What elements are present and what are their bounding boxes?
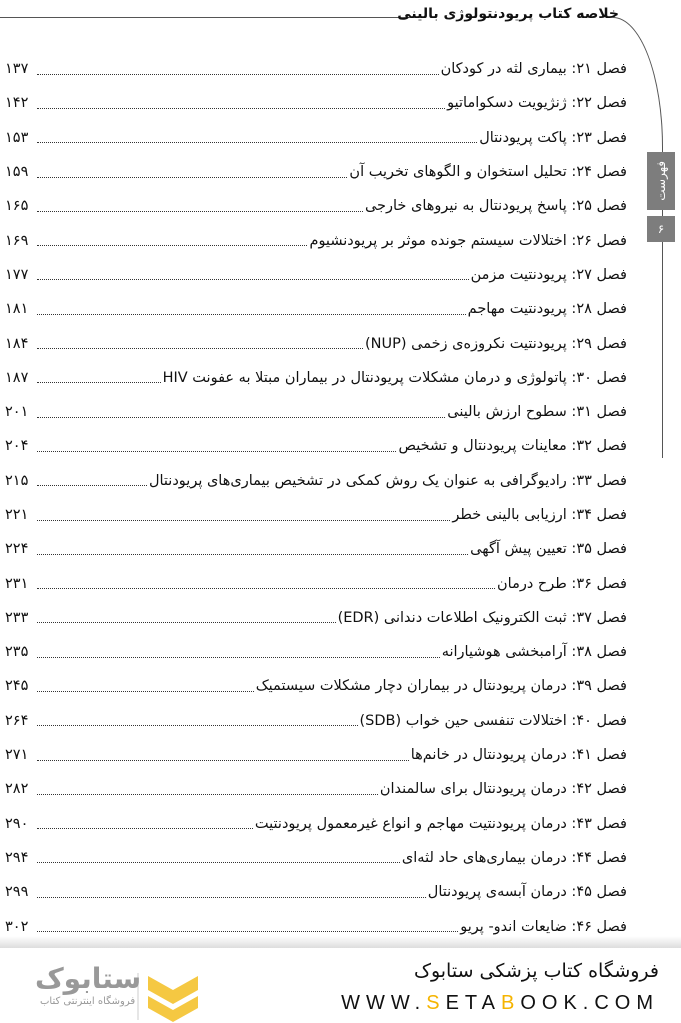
entry-title (149, 473, 627, 489)
entry-title-text: پریودنتیت مزمن (470, 266, 567, 283)
toc-entry[interactable] (5, 429, 627, 463)
entry-page: ۲۰۱ (5, 404, 29, 421)
dot-leader (37, 760, 409, 761)
table-of-contents (5, 52, 627, 944)
entry-title-text: پاتولوژی و درمان مشکلات پریودنتال در بیماران مبتلا به عفونت HIV (162, 369, 567, 386)
footer-banner (0, 948, 681, 1023)
entry-title-text: ضایعات اندو- پریو (460, 918, 567, 935)
url-accent-b: B (500, 992, 521, 1014)
entry-title-text: معاینات پریودنتال و تشخیص (398, 438, 567, 455)
entry-chapter: فصل ۲۹: (571, 335, 627, 352)
entry-title (365, 336, 627, 352)
entry-chapter: فصل ۲۱: (571, 61, 627, 78)
entry-page: ۳۰۲ (5, 918, 29, 935)
entry-page: ۲۳۱ (5, 575, 29, 592)
toc-entry[interactable] (5, 532, 627, 566)
toc-entry[interactable] (5, 704, 627, 738)
dot-leader (37, 725, 358, 726)
toc-entry[interactable] (5, 292, 627, 326)
dot-leader (37, 314, 466, 315)
toc-entry[interactable] (5, 223, 627, 257)
toc-entry[interactable] (5, 189, 627, 223)
entry-chapter: فصل ۴۰: (571, 712, 627, 729)
toc-entry[interactable] (5, 841, 627, 875)
entry-title (428, 884, 627, 900)
entry-page: ۱۸۷ (5, 369, 29, 386)
entry-title (479, 130, 627, 146)
entry-page: ۱۶۹ (5, 232, 29, 249)
entry-page: ۲۶۴ (5, 712, 29, 729)
toc-entry[interactable] (5, 875, 627, 909)
entry-page: ۱۶۵ (5, 198, 29, 215)
dot-leader (37, 520, 450, 521)
dot-leader (37, 348, 363, 349)
dot-leader (37, 657, 440, 658)
entry-chapter: فصل ۳۰: (571, 369, 627, 386)
logo-word: ستابوک (35, 962, 142, 995)
entry-title (460, 919, 627, 935)
entry-title-text: آرامبخشی هوشیارانه (441, 644, 567, 661)
entry-title (309, 233, 627, 249)
entry-chapter: فصل ۳۹: (571, 678, 627, 695)
dot-leader (37, 828, 253, 829)
toc-entry[interactable] (5, 361, 627, 395)
entry-chapter: فصل ۲۳: (571, 129, 627, 146)
entry-page: ۱۳۷ (5, 61, 29, 78)
page-number: ۶ (647, 216, 675, 242)
entry-chapter: فصل ۴۶: (571, 918, 627, 935)
entry-title-text: پریودنتیت مهاجم (467, 301, 567, 318)
entry-title (441, 61, 627, 77)
dot-leader (37, 691, 254, 692)
entry-title (470, 541, 627, 557)
entry-page: ۲۳۵ (5, 644, 29, 661)
toc-entry[interactable] (5, 566, 627, 600)
dot-leader (37, 897, 426, 898)
toc-entry[interactable] (5, 807, 627, 841)
shop-url[interactable] (341, 992, 659, 1015)
entry-title-text: تحلیل استخوان و الگوهای تخریب آن (349, 164, 567, 181)
shop-name: فروشگاه کتاب پزشکی ستابوک (413, 960, 659, 982)
entry-title-text: پاکت پریودنتال (479, 129, 567, 146)
url-prefix: WWW. (341, 992, 427, 1014)
entry-title-text: طرح درمان (497, 575, 567, 592)
entry-title-text: رادیوگرافی به عنوان یک روش کمکی در تشخیص بیماری‌های پریودنتال (148, 472, 567, 489)
entry-title-text: اختلالات تنفسی حین خواب (SDB) (359, 712, 567, 729)
toc-entry[interactable] (5, 395, 627, 429)
entry-chapter: فصل ۲۸: (571, 301, 627, 318)
toc-entry[interactable] (5, 258, 627, 292)
entry-chapter: فصل ۲۴: (571, 164, 627, 181)
entry-title-text: درمان آبسه‌ی پریودنتال (427, 884, 567, 901)
entry-chapter: فصل ۳۴: (571, 507, 627, 523)
entry-page: ۲۲۱ (5, 507, 29, 523)
toc-entry[interactable] (5, 772, 627, 806)
entry-title-text: پاسخ پریودنتال به نیروهای خارجی (364, 198, 567, 215)
entry-chapter: فصل ۲۵: (571, 198, 627, 215)
header-rule (0, 17, 425, 18)
entry-page: ۱۵۳ (5, 129, 29, 146)
entry-title (411, 747, 627, 763)
toc-entry[interactable] (5, 601, 627, 635)
entry-title-text: ارزیابی بالینی خطر (452, 507, 567, 523)
entry-page: ۱۴۲ (5, 95, 29, 112)
dot-leader (37, 211, 363, 212)
entry-title-text: بیماری لثه در کودکان (440, 61, 567, 78)
section-tab (647, 152, 675, 210)
url-accent-s: S (426, 992, 446, 1014)
dot-leader (37, 417, 445, 418)
entry-chapter: فصل ۳۳: (571, 472, 627, 489)
dot-leader (37, 279, 469, 280)
entry-title (442, 644, 627, 660)
toc-entry[interactable] (5, 498, 627, 532)
toc-entry[interactable] (5, 635, 627, 669)
entry-chapter: فصل ۴۳: (571, 815, 627, 832)
entry-title-text: ثبت الکترونیک اطلاعات دندانی (EDR) (337, 609, 567, 626)
dot-leader (37, 108, 445, 109)
toc-entry[interactable] (5, 464, 627, 498)
url-rest: OOK.COM (520, 992, 659, 1014)
entry-page: ۲۹۴ (5, 849, 29, 866)
entry-page: ۱۸۴ (5, 335, 29, 352)
dot-leader (37, 794, 378, 795)
entry-chapter: فصل ۴۴: (571, 849, 627, 866)
entry-page: ۲۲۴ (5, 541, 29, 558)
entry-title (338, 610, 627, 626)
entry-title-text: درمان پریودنتال برای سالمندان (379, 781, 567, 798)
entry-page: ۲۷۱ (5, 747, 29, 764)
entry-title (497, 576, 627, 592)
entry-chapter: فصل ۴۱: (571, 747, 627, 764)
entry-chapter: فصل ۲۲: (571, 95, 627, 112)
dot-leader (37, 451, 396, 452)
entry-page: ۱۵۹ (5, 164, 29, 181)
entry-chapter: فصل ۲۷: (571, 266, 627, 283)
entry-page: ۲۹۹ (5, 884, 29, 901)
entry-page: ۲۹۰ (5, 815, 29, 832)
url-eta: ETA (445, 992, 501, 1014)
entry-page: ۱۸۱ (5, 301, 29, 318)
dot-leader (37, 245, 307, 246)
entry-title (349, 164, 627, 180)
dot-leader (37, 862, 400, 863)
dot-leader (37, 931, 458, 932)
entry-title-text: پریودنتیت نکروزه‌ی زخمی (NUP) (364, 335, 567, 352)
entry-chapter: فصل ۳۷: (571, 609, 627, 626)
toc-entry[interactable] (5, 121, 627, 155)
entry-title (256, 678, 627, 694)
entry-title (402, 850, 627, 866)
dot-leader (37, 382, 161, 383)
entry-title (398, 438, 627, 454)
logo-tagline: فروشگاه اینترنتی کتاب (40, 996, 136, 1007)
entry-title-text: درمان پریودنتال در خانم‌ها (410, 747, 567, 764)
dot-leader (37, 485, 147, 486)
entry-title-text: درمان بیماری‌های حاد لثه‌ای (401, 849, 567, 866)
entry-title-text: تعیین پیش آگهی (470, 541, 567, 558)
entry-title (447, 404, 627, 420)
entry-title (447, 95, 627, 111)
entry-title (365, 198, 627, 214)
entry-chapter: فصل ۳۶: (571, 575, 627, 592)
entry-title-text: درمان پریودنتال در بیماران دچار مشکلات سیستمیک (255, 678, 567, 695)
entry-title-text: سطوح ارزش بالینی (447, 404, 567, 421)
entry-chapter: فصل ۳۵: (571, 541, 627, 558)
entry-title (452, 507, 627, 523)
entry-chapter: فصل ۳۸: (571, 644, 627, 661)
entry-chapter: فصل ۲۶: (571, 232, 627, 249)
entry-chapter: فصل ۳۲: (571, 438, 627, 455)
entry-title (471, 267, 627, 283)
toc-entry[interactable] (5, 155, 627, 189)
toc-entry[interactable] (5, 86, 627, 120)
dot-leader (37, 588, 495, 589)
entry-title (163, 370, 627, 386)
entry-chapter: فصل ۴۲: (571, 781, 627, 798)
toc-entry[interactable] (5, 909, 627, 943)
entry-chapter: فصل ۳۱: (571, 404, 627, 421)
dot-leader (37, 554, 468, 555)
entry-page: ۲۱۵ (5, 472, 29, 489)
toc-entry[interactable] (5, 326, 627, 360)
entry-title (468, 301, 627, 317)
entry-title-text: درمان پریودنتیت مهاجم و انواع غیرمعمول پریودنتیت (254, 815, 567, 832)
entry-title-text: اختلالات سیستم جونده موثر بر پریودنشیوم (309, 232, 567, 249)
dot-leader (37, 622, 336, 623)
toc-entry[interactable] (5, 52, 627, 86)
entry-page: ۲۸۲ (5, 781, 29, 798)
entry-title (380, 781, 627, 797)
dot-leader (37, 74, 439, 75)
section-tab-label: فهرست (654, 161, 668, 201)
entry-page: ۱۷۷ (5, 266, 29, 283)
entry-page: ۲۳۳ (5, 609, 29, 626)
dot-leader (37, 142, 477, 143)
running-header: خلاصه کتاب پریودنتولوژی بالینی (397, 6, 619, 22)
entry-title (255, 816, 627, 832)
toc-entry[interactable] (5, 669, 627, 703)
entry-page: ۲۰۴ (5, 438, 29, 455)
entry-title-text: ژنژیویت دسکواماتیو (447, 95, 567, 112)
dot-leader (37, 177, 347, 178)
entry-page: ۲۴۵ (5, 678, 29, 695)
toc-entry[interactable] (5, 738, 627, 772)
entry-title (360, 713, 628, 729)
entry-chapter: فصل ۴۵: (571, 884, 627, 901)
